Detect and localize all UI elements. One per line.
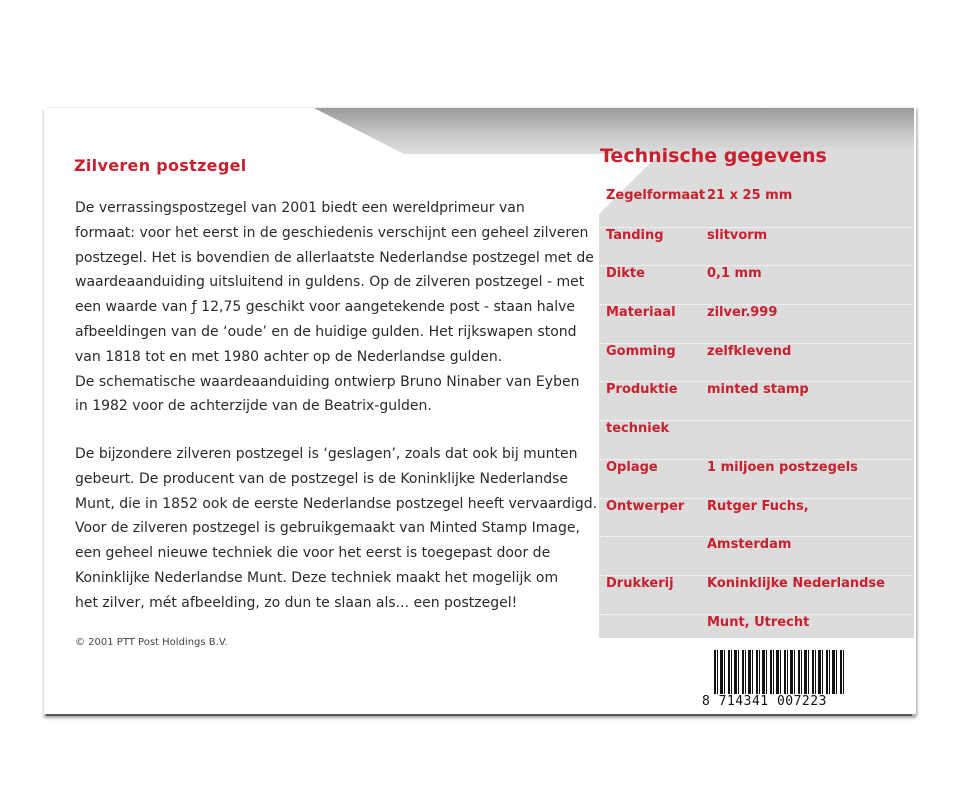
spec-value: 21 x 25 mm	[707, 188, 793, 203]
spec-row	[600, 536, 912, 575]
text-line: een waarde van ƒ 12,75 geschikt voor aangetekende post - staan halve	[75, 299, 576, 316]
text-line: gebeurt. De producent van de postzegel is de Koninklijke Nederlandse	[75, 470, 569, 487]
spec-label: techniek	[606, 421, 670, 436]
spec-value: slitvorm	[707, 228, 768, 243]
spec-label: Tanding	[606, 228, 664, 243]
spec-row	[600, 420, 912, 459]
spec-row	[600, 227, 912, 266]
barcode	[700, 648, 848, 710]
spec-label: Produktie	[606, 382, 678, 397]
spec-row	[600, 381, 912, 420]
spec-row	[600, 304, 912, 343]
spec-label: Ontwerper	[606, 499, 685, 514]
text-line: Munt, die in 1852 ook de eerste Nederlandse postzegel heeft vervaardigd.	[75, 495, 598, 512]
barcode-bars	[714, 650, 844, 694]
spec-value: Rutger Fuchs,	[707, 499, 809, 514]
spec-value: Munt, Utrecht	[707, 615, 810, 630]
spec-label: Zegelformaat	[606, 188, 706, 203]
text-line: van 1818 tot en met 1980 achter op de Nederlandse gulden.	[75, 348, 503, 365]
paragraph-production	[75, 442, 598, 616]
spec-row	[600, 343, 912, 382]
spec-value: zelfklevend	[707, 344, 792, 359]
copyright-notice: © 2001 PTT Post Holdings B.V.	[75, 637, 228, 648]
text-line: Koninklijke Nederlandse Munt. Deze techniek maakt het mogelijk om	[75, 569, 559, 586]
text-line: De schematische waardeaanduiding ontwierp Bruno Ninaber van Eyben	[75, 373, 580, 390]
spec-row	[600, 498, 912, 537]
spec-row	[600, 575, 912, 614]
text-line: De bijzondere zilveren postzegel is ‘geslagen’, zoals dat ook bij munten	[75, 446, 578, 462]
text-line: De verrassingspostzegel van 2001 biedt een wereldprimeur van	[75, 200, 525, 216]
card-bottom-edge	[46, 714, 912, 716]
spec-label: Oplage	[606, 460, 658, 475]
panel-title: Technische gegevens	[600, 145, 827, 167]
spec-value: minted stamp	[707, 382, 809, 397]
section-title: Zilveren postzegel	[74, 156, 247, 175]
text-line: afbeeldingen van de ‘oude’ en de huidige gulden. Het rijkswapen stond	[75, 323, 577, 340]
text-line: postzegel. Het is bovendien de allerlaatste Nederlandse postzegel met de	[75, 249, 594, 266]
spec-label: Gomming	[606, 344, 676, 359]
spec-value: Koninklijke Nederlandse	[707, 576, 885, 591]
text-line: het zilver, mét afbeelding, zo dun te slaan als... een postzegel!	[75, 594, 518, 611]
text-line: formaat: voor het eerst in de geschiedenis verschijnt een geheel zilveren	[75, 224, 589, 241]
spec-label: Drukkerij	[606, 576, 674, 591]
spec-value: 1 miljoen postzegels	[707, 460, 858, 475]
spec-value: Amsterdam	[707, 537, 792, 552]
spec-label: Materiaal	[606, 305, 676, 320]
text-line: een geheel nieuwe techniek die voor het eerst is toegepast door de	[75, 545, 551, 562]
spec-row	[600, 265, 912, 304]
spec-label: Dikte	[606, 266, 645, 281]
spec-row	[600, 188, 912, 226]
spec-value: 0,1 mm	[707, 266, 762, 281]
text-line: Voor de zilveren postzegel is gebruikgemaakt van Minted Stamp Image,	[75, 520, 580, 537]
barcode-number: 8 714341 007223	[702, 694, 827, 709]
paragraph-intro	[75, 196, 595, 419]
spec-row	[600, 459, 912, 498]
text-line: in 1982 voor de achterzijde van de Beatrix-gulden.	[75, 398, 432, 415]
spec-value: zilver.999	[707, 305, 778, 320]
text-line: waardeaanduiding uitsluitend in guldens. Op de zilveren postzegel - met	[75, 274, 585, 291]
